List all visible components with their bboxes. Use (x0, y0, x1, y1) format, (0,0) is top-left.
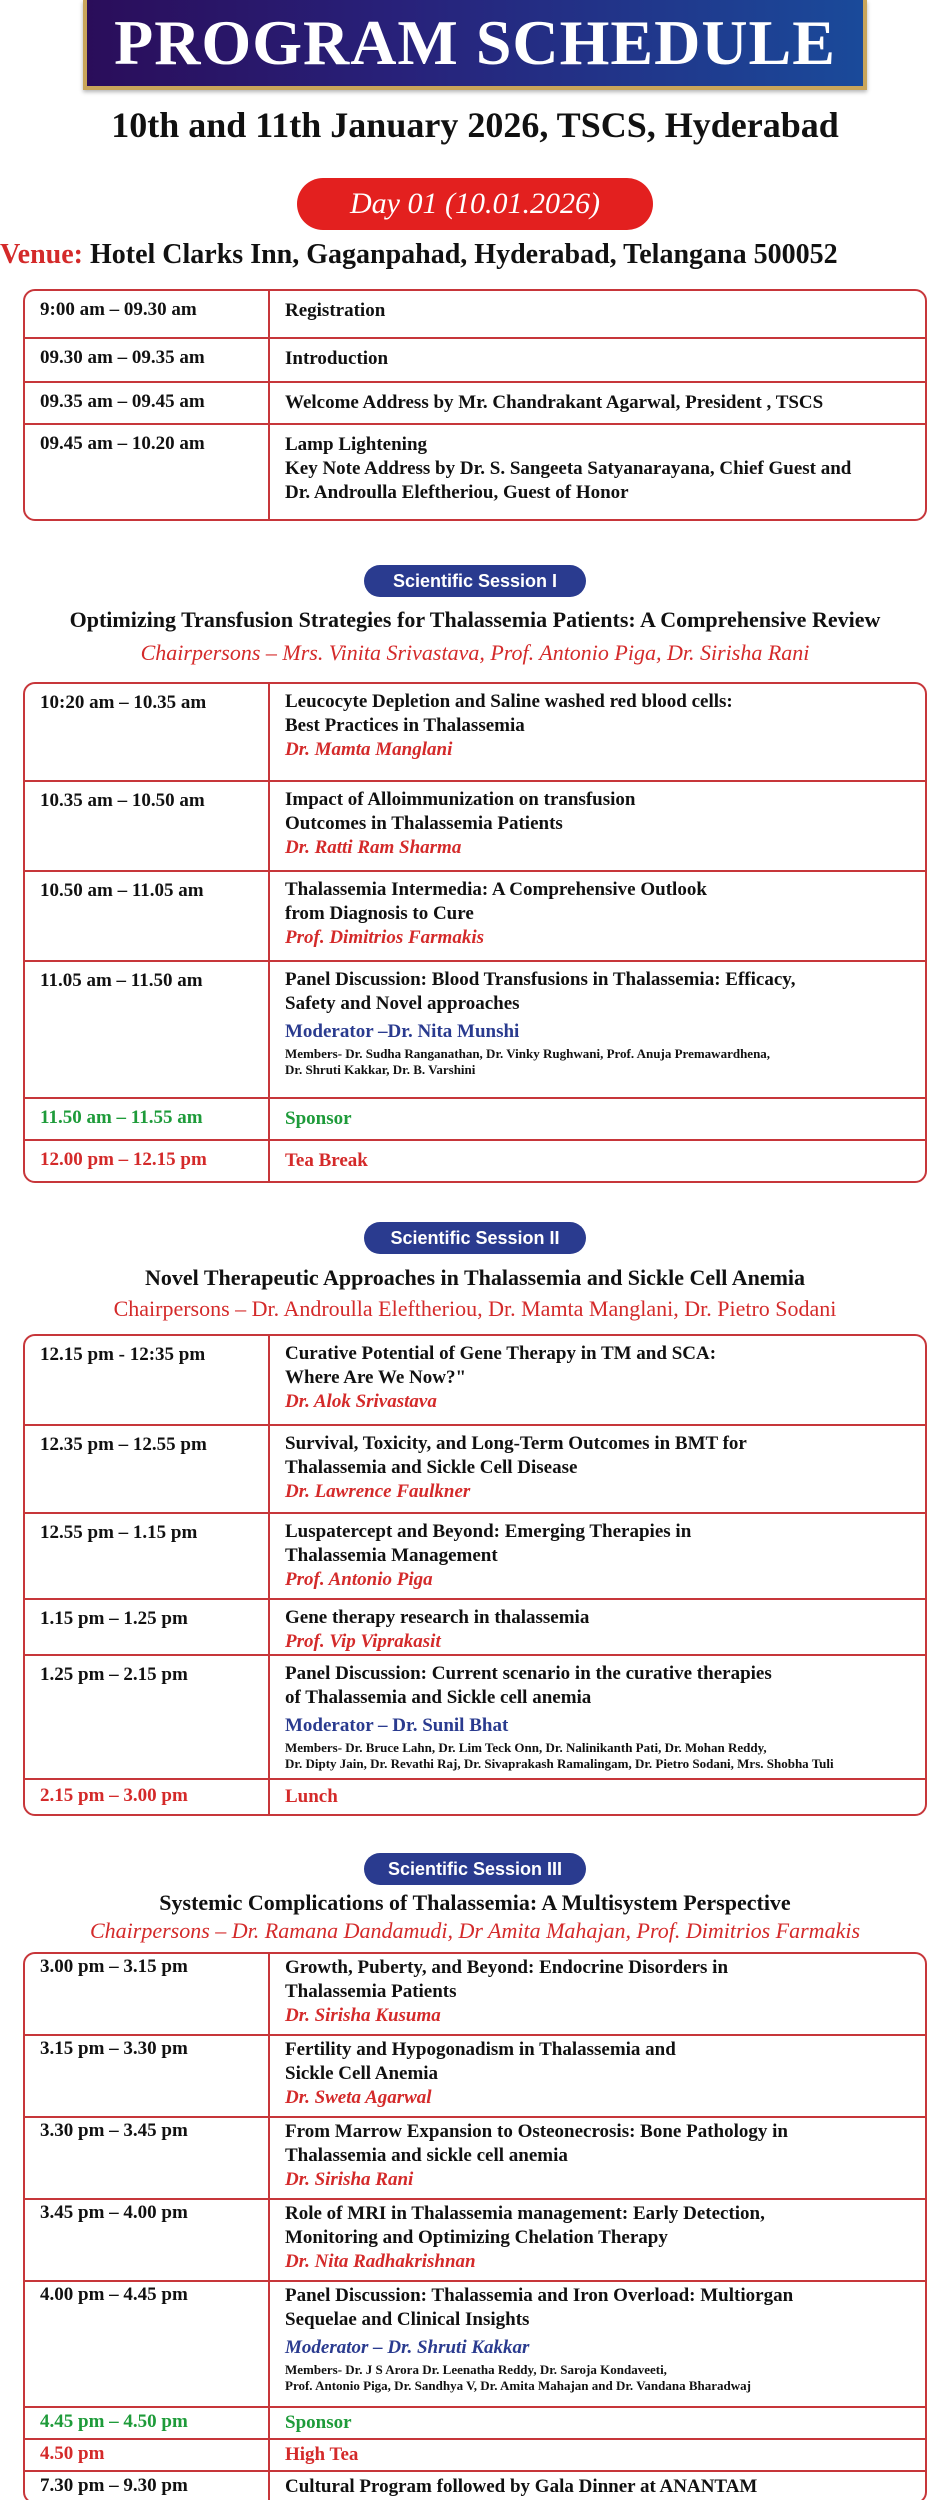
talk-title: Survival, Toxicity, and Long-Term Outcomes in BMT for Thalassemia and Sickle Cell Disease (285, 1433, 747, 1478)
speaker-name: Dr. Sweta Agarwal (285, 2087, 432, 2108)
table-row (25, 684, 925, 780)
table-row (25, 1654, 925, 1778)
session-1-table (23, 682, 927, 1183)
time-cell: 1.25 pm – 2.15 pm (25, 1656, 270, 1778)
talk-title: Panel Discussion: Current scenario in the curative therapies of Thalassemia and Sickle cell anemia (285, 1663, 772, 1708)
talk-title: Role of MRI in Thalassemia management: Early Detection, Monitoring and Optimizing Chelation Therapy (285, 2203, 765, 2248)
table-row (25, 2198, 925, 2280)
table-row (25, 1336, 925, 1424)
talk-title: Impact of Alloimmunization on transfusion Outcomes in Thalassemia Patients (285, 789, 636, 834)
talk-title: Curative Potential of Gene Therapy in TM and SCA: Where Are We Now?" (285, 1343, 717, 1388)
session-2-badge: Scientific Session II (364, 1222, 586, 1254)
item-title: Lamp Lightening Key Note Address by Dr. S. Sangeeta Satyanarayana, Chief Guest and Dr. Androulla Eleftheriou, Guest of Honor (285, 434, 852, 503)
time-cell: 3.00 pm – 3.15 pm (25, 1954, 270, 2034)
session-1-chairpersons: Chairpersons – Mrs. Vinita Srivastava, Prof. Antonio Piga, Dr. Sirisha Rani (140, 640, 810, 665)
talk-title: Leucocyte Depletion and Saline washed red blood cells: Best Practices in Thalassemia (285, 691, 733, 736)
item-title: Introduction (285, 348, 389, 369)
time-cell: 12.15 pm - 12:35 pm (25, 1336, 270, 1424)
time-cell: 4.45 pm – 4.50 pm (25, 2408, 270, 2438)
item-title: Welcome Address by Mr. Chandrakant Agarwal, President , TSCS (285, 392, 824, 413)
panel-members: Members- Dr. J S Arora Dr. Leenatha Reddy, Dr. Saroja Kondaveeti, Prof. Antonio Piga, Dr. Sandhya V, Dr. Amita Mahajan and Dr. Vandana Bharadwaj (285, 2362, 751, 2393)
talk-title: Gene therapy research in thalassemia (285, 1607, 590, 1628)
speaker-name: Dr. Sirisha Kusuma (285, 2005, 441, 2026)
speaker-name: Dr. Lawrence Faulkner (285, 1481, 471, 1502)
time-cell: 12.00 pm – 12.15 pm (25, 1141, 270, 1181)
time-cell: 12.35 pm – 12.55 pm (25, 1426, 270, 1512)
time-cell: 11.05 am – 11.50 am (25, 962, 270, 1097)
session-1-title: Optimizing Transfusion Strategies for Thalassemia Patients: A Comprehensive Review (69, 607, 881, 632)
time-cell: 3.30 pm – 3.45 pm (25, 2118, 270, 2198)
opening-schedule-table (23, 289, 927, 521)
sponsor-label: Sponsor (285, 2412, 352, 2433)
speaker-name: Dr. Nita Radhakrishnan (285, 2251, 476, 2272)
time-cell: 10:20 am – 10.35 am (25, 684, 270, 780)
break-label: Tea Break (285, 1150, 368, 1171)
event-date-location: 10th and 11th January 2026, TSCS, Hyderabad (111, 105, 839, 145)
speaker-name: Prof. Dimitrios Farmakis (285, 927, 484, 948)
table-row (25, 337, 925, 381)
session-3-badge: Scientific Session III (364, 1853, 586, 1885)
time-cell: 3.15 pm – 3.30 pm (25, 2036, 270, 2116)
break-label: High Tea (285, 2444, 359, 2465)
time-cell: 7.30 pm – 9.30 pm (25, 2472, 270, 2500)
session-1-badge: Scientific Session I (364, 565, 586, 597)
time-cell: 09.35 am – 09.45 am (25, 383, 270, 423)
time-cell: 09.30 am – 09.35 am (25, 339, 270, 381)
table-row (25, 1954, 925, 2034)
table-row (25, 870, 925, 960)
table-row (25, 291, 925, 337)
venue-label: Venue: (0, 239, 83, 270)
talk-title: From Marrow Expansion to Osteonecrosis: Bone Pathology in Thalassemia and sickle cell anemia (285, 2121, 788, 2166)
time-cell: 9:00 am – 09.30 am (25, 291, 270, 337)
table-row (25, 1778, 925, 1814)
table-row (25, 2116, 925, 2198)
session-2-chairpersons: Chairpersons – Dr. Androulla Eleftheriou, Dr. Mamta Manglani, Dr. Pietro Sodani (113, 1296, 837, 1321)
panel-members: Members- Dr. Sudha Ranganathan, Dr. Vinky Rughwani, Prof. Anuja Premawardhena, Dr. Shruti Kakkar, Dr. B. Varshini (285, 1046, 771, 1077)
time-cell: 4.00 pm – 4.45 pm (25, 2282, 270, 2406)
item-title: Cultural Program followed by Gala Dinner at ANANTAM (285, 2476, 758, 2497)
table-row (25, 1424, 925, 1512)
venue-text: Hotel Clarks Inn, Gaganpahad, Hyderabad, Telangana 500052 (82, 239, 838, 270)
table-row (25, 1598, 925, 1654)
day-badge: Day 01 (10.01.2026) (297, 178, 653, 230)
speaker-name: Dr. Mamta Manglani (285, 739, 453, 760)
talk-title: Thalassemia Intermedia: A Comprehensive Outlook from Diagnosis to Cure (285, 879, 707, 924)
moderator-name: Moderator – Dr. Sunil Bhat (285, 1715, 509, 1736)
speaker-name: Dr. Alok Srivastava (285, 1391, 437, 1412)
sponsor-label: Sponsor (285, 1108, 352, 1129)
time-cell: 11.50 am – 11.55 am (25, 1099, 270, 1139)
table-row (25, 780, 925, 870)
time-cell: 3.45 pm – 4.00 pm (25, 2200, 270, 2280)
table-row (25, 1097, 925, 1139)
moderator-name: Moderator –Dr. Nita Munshi (285, 1021, 520, 1042)
session-3-chairpersons: Chairpersons – Dr. Ramana Dandamudi, Dr Amita Mahajan, Prof. Dimitrios Farmakis (89, 1918, 861, 1943)
time-cell: 1.15 pm – 1.25 pm (25, 1600, 270, 1654)
table-row (25, 423, 925, 519)
talk-title: Luspatercept and Beyond: Emerging Therapies in Thalassemia Management (285, 1521, 692, 1566)
table-row (25, 381, 925, 423)
table-row (25, 1512, 925, 1598)
session-3-title: Systemic Complications of Thalassemia: A Multisystem Perspective (159, 1890, 791, 1915)
table-row (25, 2470, 925, 2500)
panel-members: Members- Dr. Bruce Lahn, Dr. Lim Teck Onn, Dr. Nalinikanth Pati, Dr. Mohan Reddy, Dr. Dipty Jain, Dr. Revathi Raj, Dr. Sivaprakash Ramalingam, Dr. Pietro Sodani, Mrs. Shobha Tuli (285, 1740, 834, 1771)
speaker-name: Prof. Vip Viprakasit (285, 1631, 441, 1652)
program-schedule-banner (83, 0, 867, 90)
time-cell: 4.50 pm (25, 2440, 270, 2470)
table-row (25, 2406, 925, 2438)
session-3-table (23, 1952, 927, 2500)
talk-title: Fertility and Hypogonadism in Thalassemia and Sickle Cell Anemia (285, 2039, 676, 2084)
session-2-title: Novel Therapeutic Approaches in Thalassemia and Sickle Cell Anemia (144, 1265, 806, 1290)
table-row (25, 960, 925, 1097)
session-2-table (23, 1334, 927, 1816)
table-row (25, 1139, 925, 1181)
speaker-name: Dr. Sirisha Rani (285, 2169, 414, 2190)
speaker-name: Prof. Antonio Piga (285, 1569, 433, 1590)
talk-title: Growth, Puberty, and Beyond: Endocrine Disorders in Thalassemia Patients (285, 1957, 729, 2002)
time-cell: 2.15 pm – 3.00 pm (25, 1780, 270, 1814)
time-cell: 12.55 pm – 1.15 pm (25, 1514, 270, 1598)
break-label: Lunch (285, 1786, 338, 1807)
table-row (25, 2280, 925, 2406)
table-row (25, 2438, 925, 2470)
venue-line (0, 239, 838, 271)
time-cell: 09.45 am – 10.20 am (25, 425, 270, 519)
speaker-name: Dr. Ratti Ram Sharma (285, 837, 462, 858)
time-cell: 10.50 am – 11.05 am (25, 872, 270, 960)
talk-title: Panel Discussion: Blood Transfusions in Thalassemia: Efficacy, Safety and Novel approaches (285, 969, 796, 1014)
moderator-name: Moderator – Dr. Shruti Kakkar (285, 2337, 530, 2358)
table-row (25, 2034, 925, 2116)
page-title: PROGRAM SCHEDULE (114, 7, 836, 78)
item-title: Registration (285, 300, 386, 321)
talk-title: Panel Discussion: Thalassemia and Iron Overload: Multiorgan Sequelae and Clinical Insights (285, 2285, 794, 2330)
time-cell: 10.35 am – 10.50 am (25, 782, 270, 870)
